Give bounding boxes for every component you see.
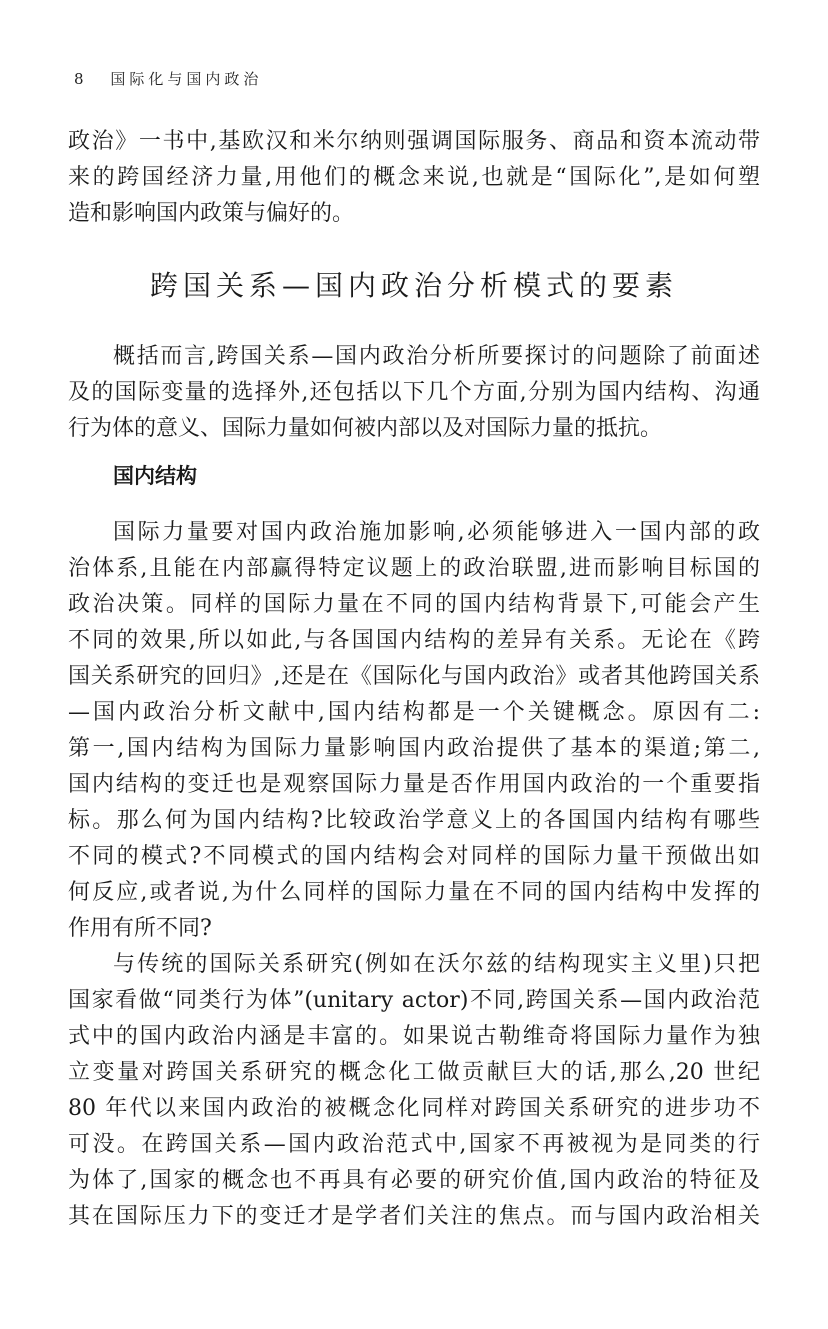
text-line: 可没。在跨国关系—国内政治范式中,国家不再被视为是同类的行 [68,1132,760,1157]
text-line: 来的跨国经济力量,用他们的概念来说,也就是“国际化”,是如何塑 [68,165,760,190]
text-line: 造和影响国内政策与偏好的。 [68,201,355,226]
running-title: 国际化与国内政治 [110,70,263,88]
text-line: 不同的模式?不同模式的国内结构会对同样的国际力量干预做出如 [68,844,760,869]
text-line: 国内结构的变迁也是观察国际力量是否作用国内政治的一个重要指 [68,772,760,797]
text-line: 80 年代以来国内政治的被概念化同样对跨国关系研究的进步功不 [68,1096,760,1121]
text-line: 第一,国内结构为国际力量影响国内政治提供了基本的渠道;第二, [68,736,760,761]
running-header [74,68,262,89]
text-line: 作用有所不同? [68,916,212,941]
paragraph-domestic-politics [68,947,760,1235]
text-line: 治体系,且能在内部赢得特定议题上的政治联盟,进而影响目标国的 [68,556,760,581]
text-line: 政治》一书中,基欧汉和米尔纳则强调国际服务、商品和资本流动带 [68,129,760,154]
text-line: 不同的效果,所以如此,与各国国内结构的差异有关系。无论在《跨 [68,628,760,653]
text-line: —国内政治分析文献中,国内结构都是一个关键概念。原因有二: [68,700,760,725]
text-line: 国关系研究的回归》,还是在《国际化与国内政治》或者其他跨国关系 [68,664,760,689]
text-line: 国际力量要对国内政治施加影响,必须能够进入一国内部的政 [113,520,760,545]
text-line: 立变量对跨国关系研究的概念化工做贡献巨大的话,那么,20 世纪 [68,1060,760,1085]
text-line: 标。那么何为国内结构?比较政治学意义上的各国国内结构有哪些 [68,808,760,833]
paragraph-domestic-structure [68,515,760,947]
text-line: 何反应,或者说,为什么同样的国际力量在不同的国内结构中发挥的 [68,880,760,905]
text-line: 政治决策。同样的国际力量在不同的国内结构背景下,可能会产生 [68,592,760,617]
section-intro-paragraph [68,339,760,447]
text-line: 及的国际变量的选择外,还包括以下几个方面,分别为国内结构、沟通 [68,380,760,405]
subsection-heading: 国内结构 [113,464,197,488]
text-line: 与传统的国际关系研究(例如在沃尔兹的结构现实主义里)只把 [113,952,760,977]
text-line: 为体了,国家的概念也不再具有必要的研究价值,国内政治的特征及 [68,1168,760,1193]
text-line: 概括而言,跨国关系—国内政治分析所要探讨的问题除了前面述 [113,344,760,369]
text-line: 行为体的意义、国际力量如何被内部以及对国际力量的抵抗。 [68,416,663,441]
page-number: 8 [74,70,84,88]
text-line: 式中的国内政治内涵是丰富的。如果说古勒维奇将国际力量作为独 [68,1024,760,1049]
section-heading: 跨国关系—国内政治分析模式的要素 [149,269,678,302]
text-line: 其在国际压力下的变迁才是学者们关注的焦点。而与国内政治相关 [68,1204,760,1229]
text-line: 国家看做“同类行为体”(unitary actor)不同,跨国关系—国内政治范 [68,988,760,1013]
intro-paragraph [68,124,760,232]
